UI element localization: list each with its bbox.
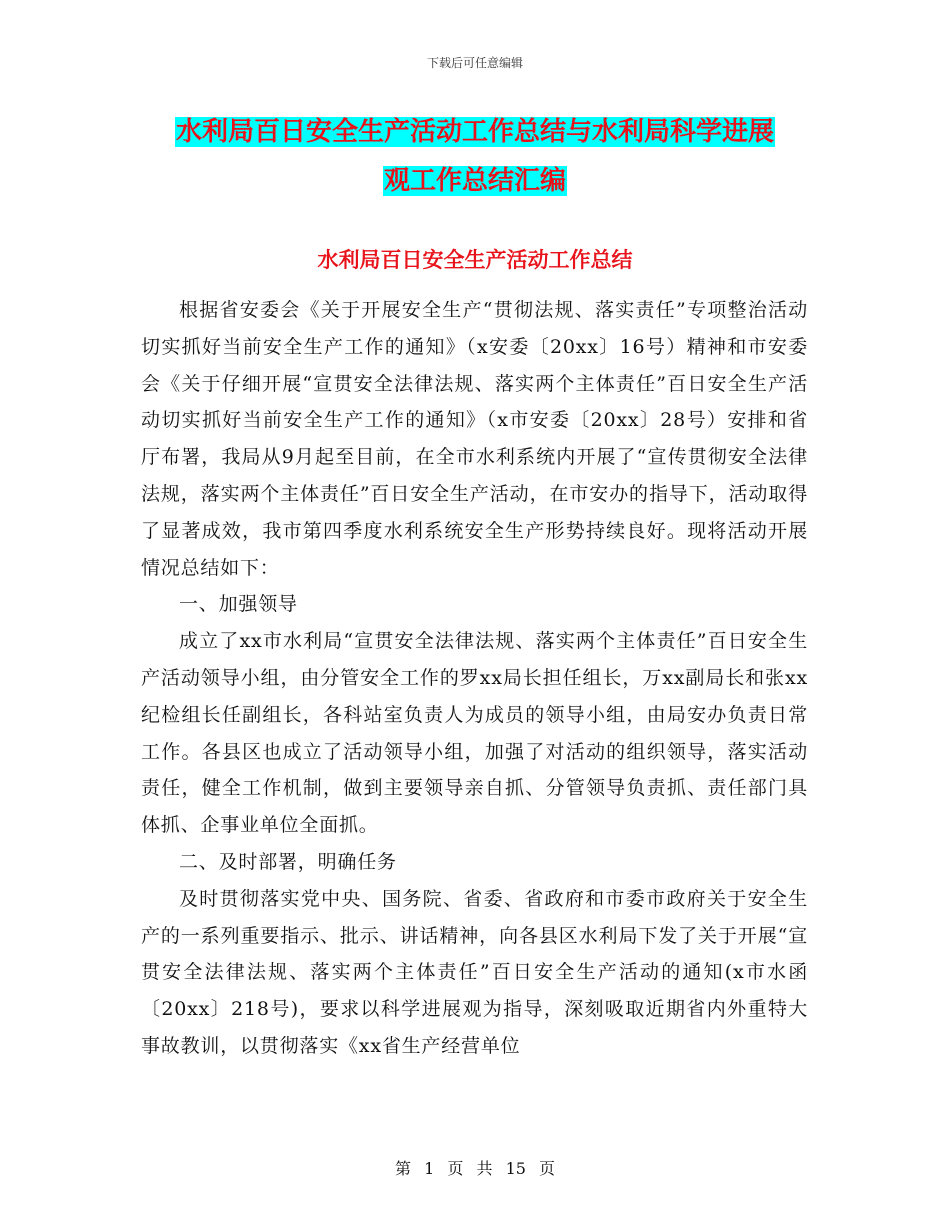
document-title-line-2: 观工作总结汇编 [383,166,566,196]
footer-prefix: 第 [394,1159,411,1178]
section-title: 水利局百日安全生产活动工作总结 [317,247,633,272]
heading-timely-deployment: 二、及时部署，明确任务 [179,850,397,873]
page-header-note: 下载后可任意编辑 [426,56,523,70]
footer-page-label: 页 [447,1159,464,1178]
page-footer [0,1156,950,1179]
document-title-line-1: 水利局百日安全生产活动工作总结与水利局科学进展 [175,117,774,147]
document-title [140,108,810,206]
footer-total-suffix: 页 [539,1159,556,1178]
paragraph-intro: 根据省安委会《关于开展安全生产“贯彻法规、落实责任”专项整治活动切实抓好当前安全生产工作的通知》（x安委〔20xx〕16号）精神和市安委会《关于仔细开展“宣贯安全法律法规、落实两个主体责任”百日安全生产活动切实抓好当前安全生产工作的通知》（x市安委〔20xx〕28号）安排和省厅布署，我局从9月起至目前，在全市水利系统内开展了“宣传贯彻安全法律法规，落实两个主体责任”百日安全生产活动，在市安办的指导下，活动取得了显著成效，我市第四季度水利系统安全生产形势持续良好。现将活动开展情况总结如下： [141,299,808,579]
footer-total-prefix: 共 [476,1159,493,1178]
paragraph-deployment: 及时贯彻落实党中央、国务院、省委、省政府和市委市政府关于安全生产的一系列重要指示、批示、讲话精神，向各县区水利局下发了关于开展“宣贯安全法律法规、落实两个主体责任”百日安全生产活动的通知(x市水函〔20xx〕218号)，要求以科学进展观为指导，深刻吸取近期省内外重特大事故教训，以贯彻落实《xx省生产经营单位 [141,887,808,1057]
footer-page-number: 1 [424,1159,435,1178]
body-text [141,292,808,1065]
heading-strengthen-leadership: 一、加强领导 [179,593,298,616]
footer-total-pages: 15 [505,1159,526,1178]
paragraph-leadership: 成立了xx市水利局“宣贯安全法律法规、落实两个主体责任”百日安全生产活动领导小组，由分管安全工作的罗xx局长担任组长，万xx副局长和张xx纪检组长任副组长，各科站室负责人为成员的领导小组，由局安办负责日常工作。各县区也成立了活动领导小组，加强了对活动的组织领导，落实活动责任，健全工作机制，做到主要领导亲自抓、分管领导负责抓、责任部门具体抓、企事业单位全面抓。 [141,630,808,837]
